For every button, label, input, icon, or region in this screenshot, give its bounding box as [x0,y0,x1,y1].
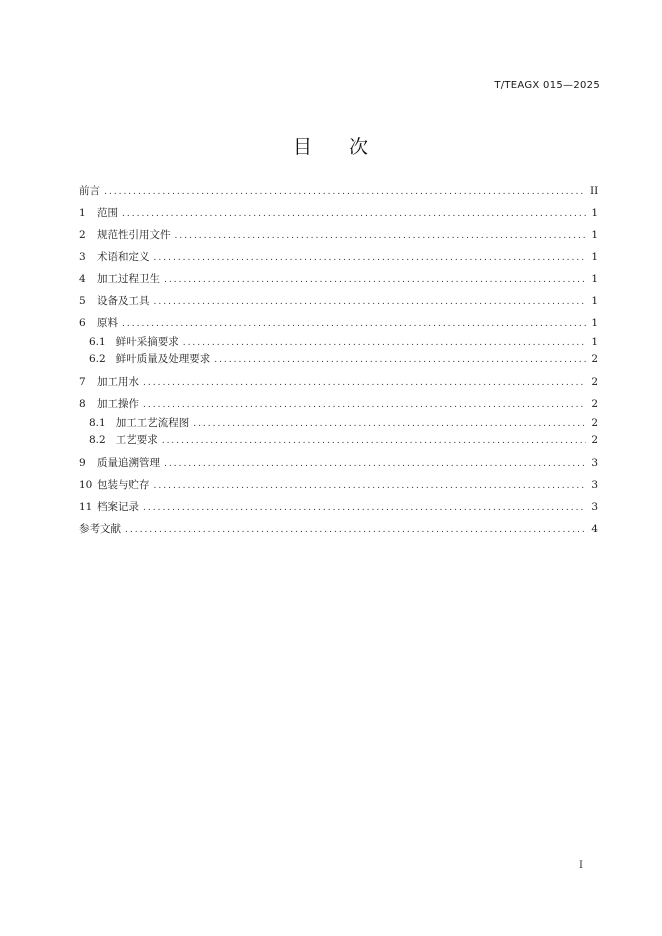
toc-dot-leader [154,247,587,269]
toc-entry-number: 6.2 [89,353,106,365]
toc-entry[interactable] [79,246,598,268]
toc-dot-leader [143,394,586,416]
toc-entry-page: 3 [591,457,598,469]
toc-entry-page: 2 [591,417,598,429]
toc-entry-label[interactable]: 参考文献 [79,523,121,535]
toc-dot-leader [154,475,587,497]
toc-dot-leader [154,291,587,313]
toc-entry[interactable] [79,474,598,496]
toc-entry[interactable] [79,452,598,474]
toc-dot-leader [193,416,586,433]
toc-dot-leader [214,352,586,369]
toc-entry[interactable] [79,224,598,246]
toc-entry-number: 8.2 [89,434,106,446]
toc-entry[interactable] [79,393,598,415]
toc-dot-leader [162,433,586,450]
toc-list [79,180,598,540]
toc-entry-page: 2 [591,376,598,388]
toc-entry-label[interactable]: 加工过程卫生 [97,273,160,285]
toc-entry-label[interactable]: 包装与贮存 [97,479,150,491]
toc-entry[interactable] [79,180,598,202]
toc-entry-label[interactable]: 档案记录 [97,501,139,513]
toc-subentry[interactable] [79,334,598,351]
toc-entry-label[interactable]: 设备及工具 [97,295,150,307]
toc-entry-label[interactable]: 鲜叶采摘要求 [115,336,179,348]
toc-entry[interactable] [79,268,598,290]
toc-entry[interactable] [79,202,598,224]
toc-entry-page: 4 [591,523,598,535]
toc-entry-page: 2 [591,353,598,365]
toc-entry-number: 5 [79,295,86,307]
toc-entry-number: 4 [79,273,86,285]
toc-entry-number: 1 [79,207,86,219]
toc-entry-page: II [590,185,599,197]
toc-entry-page: 1 [591,273,598,285]
toc-entry-number: 10 [79,479,93,491]
toc-dot-leader [183,335,586,352]
toc-entry-number: 6 [79,317,86,329]
toc-subentry[interactable] [79,432,598,449]
toc-entry-label[interactable]: 工艺要求 [115,434,158,446]
toc-dot-leader [164,269,586,291]
toc-entry[interactable] [79,496,598,518]
toc-entry-page: 1 [591,295,598,307]
toc-entry-number: 9 [79,457,86,469]
toc-entry-page: 1 [591,207,598,219]
toc-dot-leader [164,453,586,475]
toc-dot-leader [125,519,586,541]
toc-subentry[interactable] [79,351,598,368]
toc-entry-label[interactable]: 范围 [97,207,118,219]
toc-entry-number: 8 [79,398,86,410]
toc-dot-leader [122,203,586,225]
toc-entry[interactable] [79,371,598,393]
toc-dot-leader [175,225,587,247]
toc-dot-leader [143,497,586,519]
toc-entry-label[interactable]: 加工工艺流程图 [115,417,190,429]
toc-dot-leader [122,313,586,335]
toc-entry-page: 3 [591,479,598,491]
toc-entry-number: 6.1 [89,336,106,348]
toc-dot-leader [143,372,586,394]
toc-subentry[interactable] [79,415,598,432]
toc-entry[interactable] [79,290,598,312]
toc-entry-page: 1 [591,229,598,241]
toc-entry[interactable] [79,312,598,334]
document-code: T/TEAGX 015—2025 [494,80,600,91]
toc-entry-label[interactable]: 规范性引用文件 [97,229,171,241]
toc-entry[interactable] [79,518,598,540]
toc-entry-number: 8.1 [89,417,106,429]
toc-entry-number: 2 [79,229,86,241]
toc-title-left: 目 [292,136,313,158]
toc-entry-label[interactable]: 原料 [97,317,118,329]
toc-title-right: 次 [349,136,370,158]
toc-dot-leader [104,181,586,203]
toc-entry-label[interactable]: 术语和定义 [97,251,150,263]
toc-entry-label[interactable]: 加工用水 [97,376,139,388]
toc-entry-label[interactable]: 前言 [79,185,100,197]
toc-entry-number: 11 [79,501,93,513]
toc-entry-label[interactable]: 质量追溯管理 [97,457,160,469]
toc-entry-label[interactable]: 加工操作 [97,398,139,410]
page-number: I [579,860,583,871]
toc-entry-page: 3 [591,501,598,513]
toc-entry-page: 1 [591,336,598,348]
toc-entry-page: 1 [591,251,598,263]
toc-entry-number: 7 [79,376,86,388]
toc-entry-label[interactable]: 鲜叶质量及处理要求 [115,353,211,365]
toc-title [0,132,662,159]
toc-entry-page: 1 [591,317,598,329]
toc-entry-number: 3 [79,251,86,263]
toc-entry-page: 2 [591,398,598,410]
toc-entry-page: 2 [591,434,598,446]
